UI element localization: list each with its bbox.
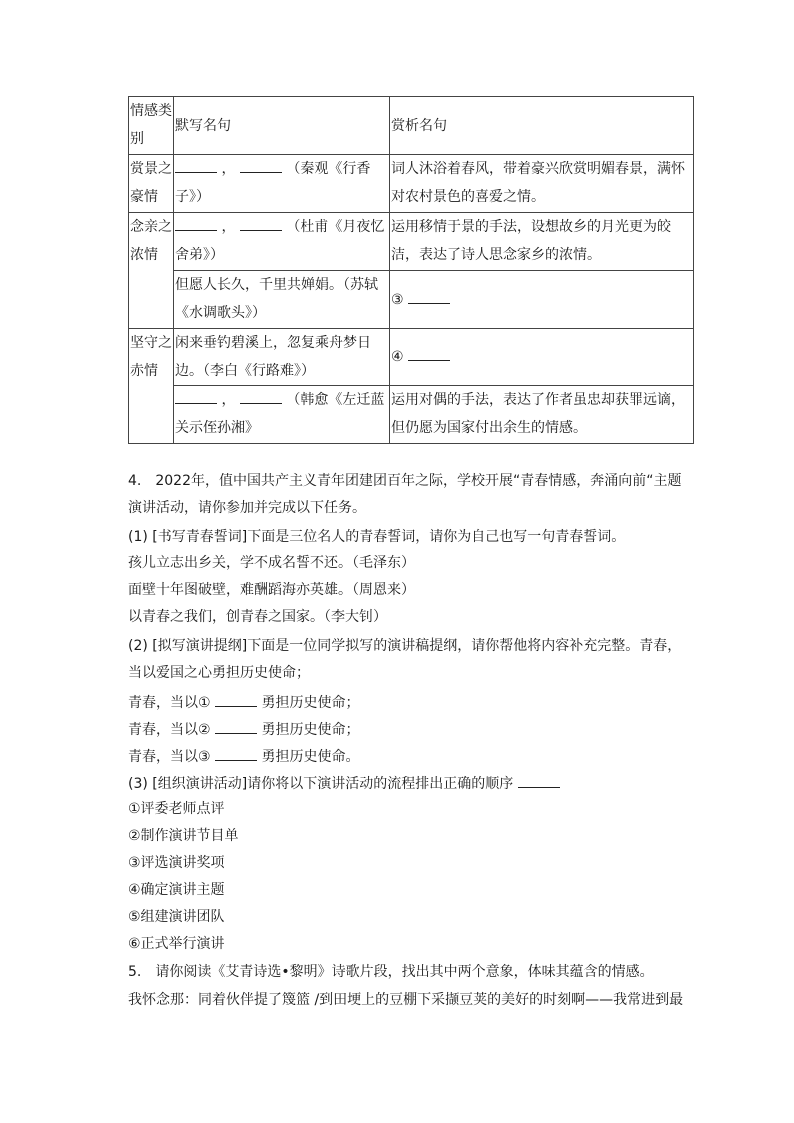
blank-field[interactable] (518, 771, 560, 788)
blank-field[interactable] (215, 717, 257, 734)
outline-prefix: 青春，当以① (128, 695, 211, 711)
table-row (129, 271, 694, 329)
oath-quote: 面壁十年图破壁，难酬蹈海亦英雄。（周恩来） (128, 582, 415, 598)
analysis-cell: 运用移情于景的手法，设想故乡的月光更为皎洁，表达了诗人思念家乡的浓情。 (390, 213, 694, 271)
category-cell: 坚守之赤情 (129, 329, 174, 444)
quote-cell (174, 213, 390, 271)
analysis-cell (390, 329, 694, 386)
question-4-intro: 4. 2022年，值中国共产主义青年团建团百年之际，学校开展“青春情感，奔涌向前“主题演讲活动，请你参加并完成以下任务。 (128, 473, 682, 516)
blank-field[interactable] (240, 387, 282, 404)
list-item: ④确定演讲主题 (128, 882, 225, 898)
poetry-table (128, 96, 694, 444)
quote-source: （杜甫《月夜忆舍弟》） (175, 219, 385, 263)
table-row (129, 386, 694, 444)
table-row (129, 329, 694, 386)
outline-line (128, 717, 694, 740)
answer-mark: ④ (391, 349, 404, 365)
blank-field[interactable] (408, 287, 450, 304)
outline-suffix: 勇担历史使命。 (261, 749, 360, 765)
blank-field[interactable] (240, 156, 282, 173)
analysis-cell: 词人沐浴着春风，带着豪兴欣赏明媚春景，满怀对农村景色的喜爱之情。 (390, 155, 694, 213)
list-item: ③评选演讲奖项 (128, 855, 225, 871)
quote-cell (174, 386, 390, 444)
quote-cell: 但愿人长久，千里共婵娟。（苏轼《水调歌头》） (174, 271, 390, 329)
oath-quote: 孩儿立志出乡关，学不成名誓不还。（毛泽东） (128, 555, 415, 571)
outline-line (128, 744, 694, 767)
outline-suffix: 勇担历史使命； (261, 722, 360, 738)
question-4-part-1: (1) [书写青春誓词]下面是三位名人的青春誓词，请你为自己也写一句青春誓词。 (128, 529, 626, 545)
outline-prefix: 青春，当以③ (128, 749, 211, 765)
question-4-part-2: (2) [拟写演讲提纲]下面是一位同学拟写的演讲稿提纲，请你帮他将内容补充完整。青春，当以爱国之心勇担历史使命； (128, 638, 682, 681)
comma: ， (221, 392, 236, 408)
table-row (129, 155, 694, 213)
blank-field[interactable] (175, 214, 217, 231)
question-5-intro: 5. 请你阅读《艾青诗选•黎明》诗歌片段，找出其中两个意象，体味其蕴含的情感。 (128, 964, 654, 980)
question-4-part-3-text: (3) [组织演讲活动]请你将以下演讲活动的流程排出正确的顺序 (128, 776, 514, 792)
list-item: ⑤组建演讲团队 (128, 909, 225, 925)
question-4-part-3 (128, 771, 694, 794)
outline-prefix: 青春，当以② (128, 722, 211, 738)
header-quote (174, 97, 390, 155)
oath-quote: 以青春之我们，创青春之国家。（李大钊） (128, 609, 387, 625)
blank-field[interactable] (215, 690, 257, 707)
analysis-cell (390, 271, 694, 329)
blank-field[interactable] (175, 156, 217, 173)
list-item: ①评委老师点评 (128, 801, 225, 817)
category-cell: 赏景之豪情 (129, 155, 174, 213)
list-item: ⑥正式举行演讲 (128, 936, 225, 952)
list-item: ②制作演讲节目单 (128, 828, 239, 844)
table-row (129, 213, 694, 271)
blank-field[interactable] (175, 387, 217, 404)
comma: ， (221, 161, 236, 177)
comma: ， (221, 219, 236, 235)
quote-source: （韩愈《左迁蓝关示侄孙湘》 (175, 392, 385, 436)
poem-excerpt-line: 我怀念那：同着伙伴提了篾篮 /到田埂上的豆棚下采撷豆荚的美好的时刻啊——我常进到最 (128, 992, 684, 1008)
quote-cell: 闲来垂钓碧溪上，忽复乘舟梦日边。（李白《行路难》） (174, 329, 390, 386)
answer-mark: ③ (391, 291, 404, 308)
header-analysis (390, 97, 694, 155)
quote-source: （秦观《行香子》） (175, 161, 371, 205)
header-quote-label: 默写名句 (175, 117, 231, 134)
outline-line (128, 690, 694, 713)
blank-field[interactable] (240, 214, 282, 231)
header-category: 情感类别 (129, 97, 174, 155)
header-analysis-label: 赏析名句 (391, 117, 447, 134)
blank-field[interactable] (408, 344, 450, 361)
category-cell: 念亲之浓情 (129, 213, 174, 329)
outline-suffix: 勇担历史使命； (261, 695, 360, 711)
analysis-cell: 运用对偶的手法，表达了作者虽忠却获罪远谪，但仍愿为国家付出余生的情感。 (390, 386, 694, 444)
quote-cell (174, 155, 390, 213)
table-header-row (129, 97, 694, 155)
blank-field[interactable] (215, 744, 257, 761)
